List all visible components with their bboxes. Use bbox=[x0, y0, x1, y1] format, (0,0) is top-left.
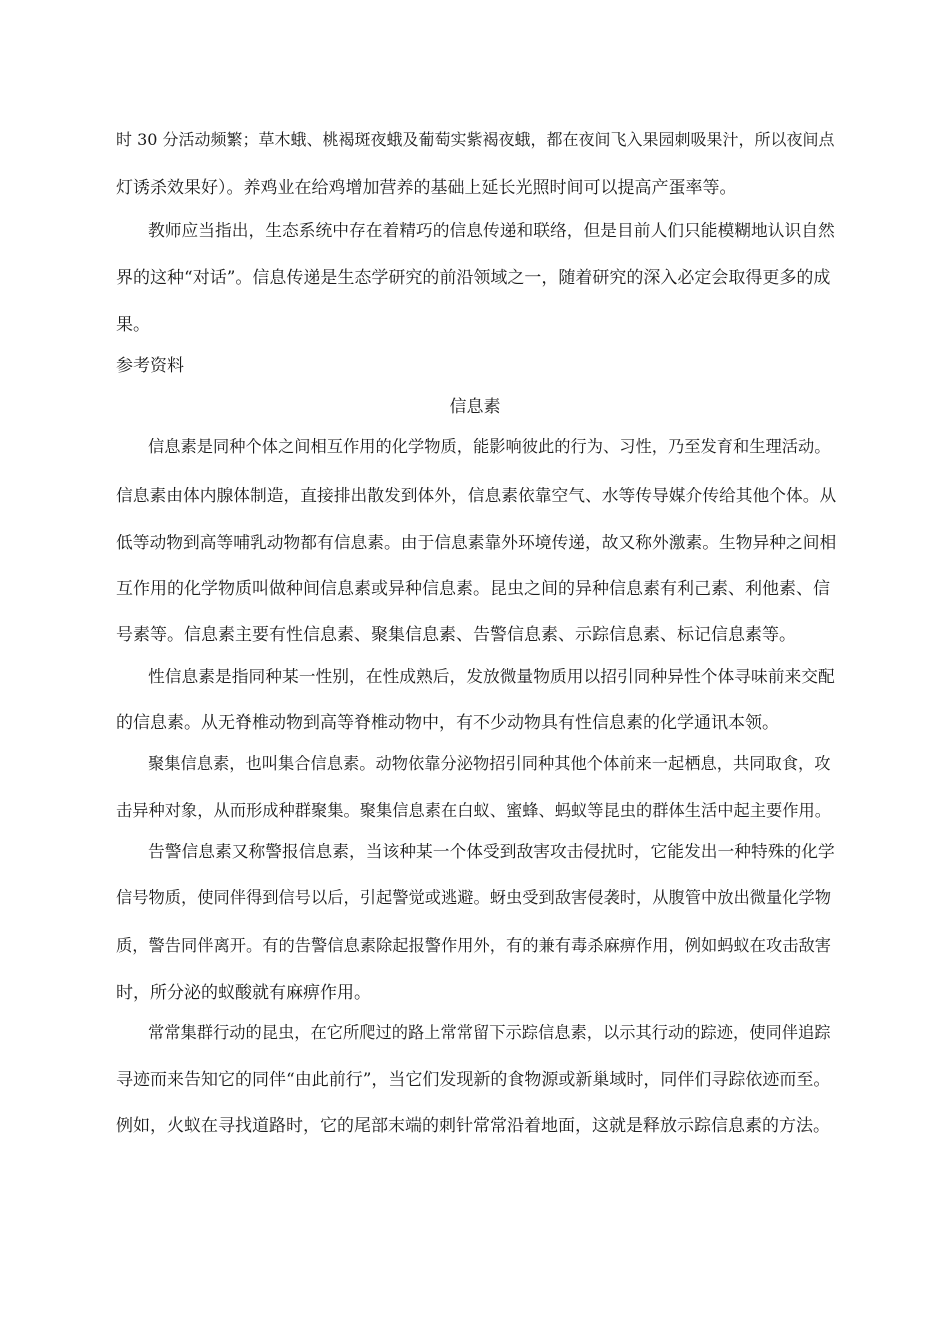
text-line: 灯诱杀效果好）。养鸡业在给鸡增加营养的基础上延长光照时间可以提高产蛋率等。 bbox=[116, 178, 737, 198]
text-line: 时 30 分活动频繁；草木蛾、桃褐斑夜蛾及葡萄实紫褐夜蛾，都在夜间飞入果园刺吸果汁，所以夜间点 bbox=[116, 130, 835, 149]
section-label: 参考资料 bbox=[116, 356, 184, 376]
text-line: 低等动物到高等哺乳动物都有信息素。由于信息素靠外环境传递，故又称外激素。生物异种之间相 bbox=[116, 532, 837, 552]
text-line: 质，警告同伴离开。有的告警信息素除起报警作用外，有的兼有毒杀麻痹作用，例如蚂蚁在攻击敌害 bbox=[116, 936, 831, 955]
text-line: 时，所分泌的蚁酸就有麻痹作用。 bbox=[116, 983, 371, 1003]
text-line: 的信息素。从无脊椎动物到高等脊椎动物中，有不少动物具有性信息素的化学通讯本领。 bbox=[116, 713, 779, 733]
section-title: 信息素 bbox=[449, 397, 501, 417]
paragraph-start: 告警信息素又称警报信息素，当该种某一个体受到敌害攻击侵扰时，它能发出一种特殊的化学 bbox=[148, 841, 835, 861]
paragraph-start: 聚集信息素，也叫集合信息素。动物依靠分泌物招引同种其他个体前来一起栖息，共同取食，攻 bbox=[148, 754, 831, 773]
text-line: 信息素由体内腺体制造，直接排出散发到体外，信息素依靠空气、水等传导媒介传给其他个体。从 bbox=[116, 485, 837, 505]
text-line: 互作用的化学物质叫做种间信息素或异种信息素。昆虫之间的异种信息素有利己素、利他素、信 bbox=[116, 579, 830, 599]
paragraph-start: 教师应当指出，生态系统中存在着精巧的信息传递和联络，但是目前人们只能模糊地认识自然 bbox=[148, 220, 835, 240]
text-line: 寻迹而来告知它的同伴“由此前行”，当它们发现新的食物源或新巢域时，同伴们寻踪依迹而至。 bbox=[116, 1070, 831, 1090]
text-line: 信号物质，使同伴得到信号以后，引起警觉或逃避。蚜虫受到敌害侵袭时，从腹管中放出微量化学物 bbox=[116, 888, 831, 907]
text-line: 界的这种“对话”。信息传递是生态学研究的前沿领域之一，随着研究的深入必定会取得更多的成 bbox=[116, 268, 831, 288]
text-line: 果。 bbox=[116, 315, 150, 335]
text-line: 击异种对象，从而形成种群聚集。聚集信息素在白蚁、蜜蜂、蚂蚁等昆虫的群体生活中起主要作用。 bbox=[116, 801, 831, 820]
text-line: 例如，火蚁在寻找道路时，它的尾部末端的刺针常常沿着地面，这就是释放示踪信息素的方法。 bbox=[116, 1116, 830, 1136]
paragraph-start: 性信息素是指同种某一性别，在性成熟后，发放微量物质用以招引同种异性个体寻味前来交配 bbox=[148, 666, 835, 686]
paragraph-start: 常常集群行动的昆虫，在它所爬过的路上常常留下示踪信息素，以示其行动的踪迹，使同伴追踪 bbox=[148, 1023, 831, 1042]
text-line: 号素等。信息素主要有性信息素、聚集信息素、告警信息素、示踪信息素、标记信息素等。 bbox=[116, 625, 796, 645]
paragraph-start: 信息素是同种个体之间相互作用的化学物质，能影响彼此的行为、习性，乃至发育和生理活动。 bbox=[148, 437, 831, 456]
